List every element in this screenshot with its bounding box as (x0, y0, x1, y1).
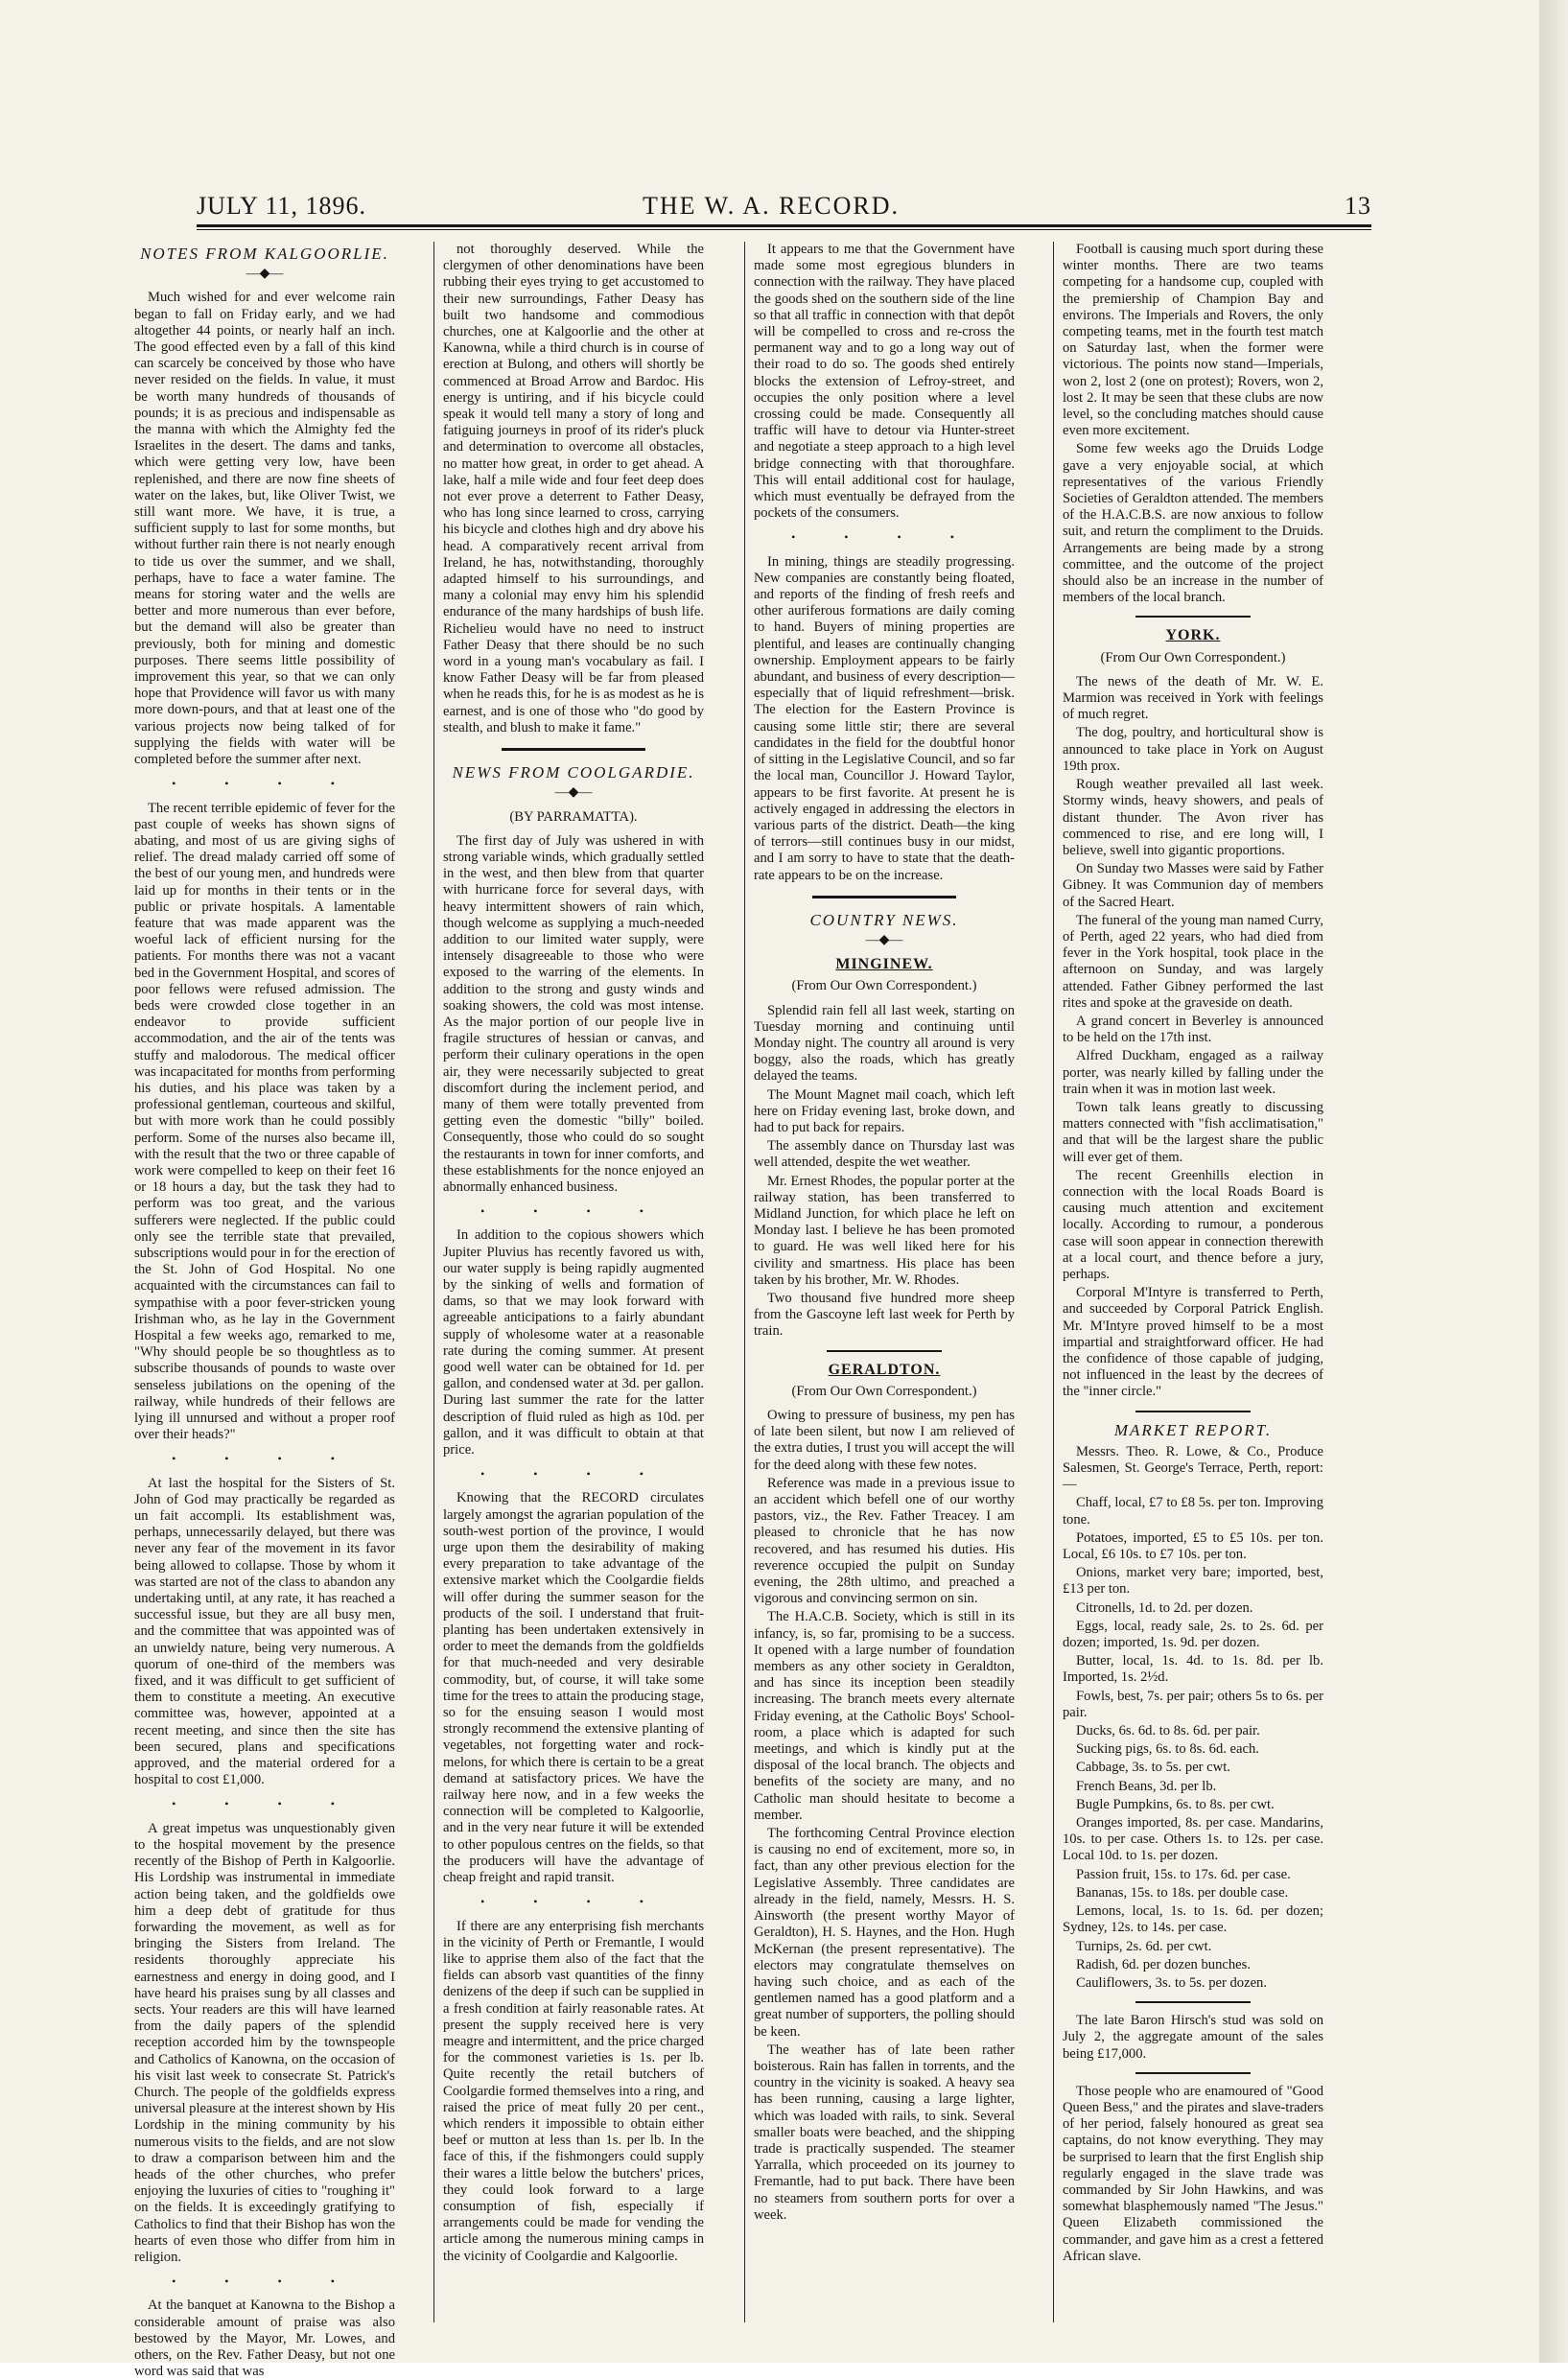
market-item: Butter, local, 1s. 4d. to 1s. 8d. per lb. Imported, 1s. 2½d. (1063, 1653, 1323, 1686)
stars-divider: • • • • (480, 1895, 667, 1909)
ornament: —◆— (246, 267, 284, 282)
ornament: —◆— (865, 932, 903, 947)
article-paragraph: Rough weather prevailed all last week. Stormy winds, heavy showers, and peals of distant thunder. The Avon river has commenced to rise, and ere long will, I believe, swell into gigantic proportions. (1063, 777, 1323, 858)
article-paragraph: The H.A.C.B. Society, which is still in its infancy, is, so far, promising to be a success. It opened with a large number of foundation members as any other society in Geraldton, and has since its inception been steadily increasing. The branch meets every alternate Friday evening, at the Catholic Boys' School-room, a place which is adapted for such meetings, and which is kindly put at the disposal of the local branch. The objects and benefits of the society are many, and no Catholic man should hesitate to become a member. (754, 1609, 1015, 1823)
market-item: Passion fruit, 15s. to 17s. 6d. per case. (1076, 1866, 1291, 1882)
column-rule (1053, 242, 1054, 2322)
article-paragraph: A grand concert in Beverley is announced to be held on the 17th inst. (1063, 1013, 1323, 1046)
byline: (From Our Own Correspondent.) (791, 978, 977, 994)
article-paragraph: On Sunday two Masses were said by Father Gibney. It was Communion day of members of the Sacred Heart. (1063, 861, 1323, 910)
section-rule (812, 896, 956, 898)
stars-divider: • • • • (480, 1467, 667, 1482)
section-rule (1135, 616, 1251, 618)
york-heading: YORK. (1165, 627, 1221, 644)
market-item: Cauliflowers, 3s. to 5s. per dozen. (1076, 1974, 1268, 1991)
market-item: Potatoes, imported, £5 to £5 10s. per ton. Local, £6 10s. to £7 10s. per ton. (1063, 1529, 1323, 1563)
article-paragraph: Knowing that the RECORD circulates largely amongst the agrarian population of the south-west portion of the province, I would urge upon them the desirability of making every preparation to take advantage of the extensive market which the Coolgardie fields will offer during the summer season for the products of the soil. I understand that fruit-planting has been undertaken extensively in order to meet the demands from the goldfields for that much-needed and very desirable commodity, but, of course, it will take some time for the trees to attain the producing stage, so for the ensuing season I would most strongly recommend the extensive planting of vegetables, not forgetting water and rock-melons, for which there is certain to be a great demand at satisfactory prices. We have the railway here now, and in a few weeks the connection will be completed to Kalgoorlie, and in the very near future it will be extended to other populous centres on the fields, so that the producers will have the advantage of cheap freight and rapid transit. (443, 1490, 704, 1886)
market-item: Lemons, local, 1s. to 1s. 6d. per dozen; Sydney, 12s. to 14s. per case. (1063, 1903, 1323, 1936)
masthead-rule-thin (197, 229, 1371, 230)
article-paragraph: The first day of July was ushered in with strong variable winds, which gradually settled in the west, and then blew from that quarter with hurricane force for several days, with heavy intermittent showers of rain which, though welcome as supplying a much-needed addition to our limited water supply, were intensely disagreeable to those who were exposed to the warring of the elements. In addition to the strong and gusty winds and soaking showers, the cold was most intense. As the major portion of our people live in fragile structures of hessian or canvas, and perform their culinary operations in the open air, they were necessarily subjected to great discomfort during the inclement period, and many of them were totally prevented from getting even the domestic "billy" boiled. Consequently, those who could do so sought the restaurants in town for inner comforts, and these establishments for the nonce enjoyed an abnormally enhanced business. (443, 832, 704, 1195)
article-paragraph: The dog, poultry, and horticultural show is announced to take place in York on August 19th prox. (1063, 725, 1323, 774)
page-number: 13 (1345, 192, 1371, 220)
ornament: —◆— (554, 785, 593, 801)
masthead (197, 192, 1371, 222)
article-paragraph: The recent Greenhills election in connection with the local Roads Board is causing much attention and excitement locally. According to rumour, a ponderous case will soon appear in connection therewith at a local court, and thence before a jury, perhaps. (1063, 1167, 1323, 1282)
market-item: Onions, market very bare; imported, best, £13 per ton. (1063, 1565, 1323, 1598)
article-paragraph: The recent terrible epidemic of fever for the past couple of weeks has shown signs of abating, and most of us are giving sighs of relief. The dread malady carried off some of the best of our young men, and hundreds were laid up for months in their tents or in the public or private hospitals. A lamentable feature that was made apparent was the woeful lack of efficient nursing for the patients. For months there was not a vacant bed in the Government Hospital, and scores of poor fellows were refused admission. The beds were crowded close together in an endeavor to provide sufficient accommodation, and the air of the tents was stuffy and malodorous. The medical officer was incapacitated for months from performing his duties, and his place was taken by a professional gentleman, courteous and skilful, but with more work than he could possibly perform. Some of the nurses also became ill, with the result that the two or three capable of work were compelled to keep on their feet 16 or 18 hours a day, but the task they had to perform was too great, and the various sufferers were neglected. If the public could only see the terrible state that prevailed, subscriptions would pour in for the erection of the St. John of God Hospital. No one acquainted with the circumstances can fail to sympathise with a poor fever-stricken young Irishman who, as he lay in the Government Hospital a few weeks ago, remarked to me, "Why should people be so thoughtless as to subscribe thousands of pounds to waste over senseless jubilations on the opening of the railway, while hundreds of their fellows are lying ill unnursed and without a proper roof over their heads?" (134, 800, 395, 1443)
market-item: Citronells, 1d. to 2d. per dozen. (1076, 1599, 1253, 1616)
article-paragraph: Town talk leans greatly to discussing matters connected with "fish acclimatisation," and that will be the largest share the public will ever get of them. (1063, 1099, 1323, 1165)
geraldton-heading: GERALDTON. (828, 1361, 941, 1378)
market-item: Oranges imported, 8s. per case. Mandarins, 10s. to per case. Others 1s. to 12s. per case. Local 10d. to 1s. per dozen. (1063, 1815, 1323, 1864)
market-item: Ducks, 6s. 6d. to 8s. 6d. per pair. (1076, 1723, 1260, 1739)
market-item: Turnips, 2s. 6d. per cwt. (1076, 1938, 1212, 1954)
stars-divider: • • • • (172, 1797, 358, 1811)
byline: (BY PARRAMATTA). (509, 808, 638, 825)
stars-divider: • • • • (172, 777, 358, 791)
article-paragraph: Reference was made in a previous issue to an accident which befell one of our worthy pastors, viz., the Rev. Father Treacey. I am pleased to chronicle that he has now recovered, and has resumed his duties. His reverence occupied the pulpit on Sunday evening, the 28th ultimo, and preached a vigorous and convincing sermon on sin. (754, 1475, 1015, 1607)
column-1 (134, 242, 395, 2380)
minginew-heading: MINGINEW. (835, 956, 933, 973)
page-edge (1539, 0, 1568, 2363)
stars-divider: • • • • (791, 530, 977, 545)
section-rule (827, 1350, 942, 1352)
stars-divider: • • • • (480, 1204, 667, 1219)
market-item: Chaff, local, £7 to £8 5s. per ton. Improving tone. (1063, 1495, 1323, 1528)
article-paragraph: The forthcoming Central Province election is causing no end of excitement, more so, in fact, than any other previous election for the Legislative Assembly. Three candidates are already in the field, namely, Messrs. H. S. Ainsworth (the present worthy Mayor of Geraldton), H. S. Haynes, and the Hon. Hugh McKernan (the present representative). The electors may congratulate themselves on having such choice, and as each of the gentlemen named has a good platform and a great number of supporters, the polling should be keen. (754, 1826, 1015, 2040)
section-rule (502, 748, 645, 751)
column-rule (433, 242, 434, 2322)
market-report-heading: MARKET REPORT. (1113, 1420, 1273, 1439)
article-paragraph: The weather has of late been rather boisterous. Rain has fallen in torrents, and the country in the vicinity is soaked. A heavy sea has been running, causing a large lighter, which was loaded with rails, to sink. Several smaller boats were beached, and the shipping trade is practically suspended. The steamer Yarralla, which proceeded on its journey to Fremantle, had to put back. There have been no steamers from southern ports for over a week. (754, 2042, 1015, 2223)
market-item: Bugle Pumpkins, 6s. to 8s. per cwt. (1076, 1796, 1275, 1812)
market-item: Bananas, 15s. to 18s. per double case. (1076, 1884, 1289, 1901)
country-news-heading: COUNTRY NEWS. (809, 910, 959, 929)
market-item: Eggs, local, ready sale, 2s. to 2s. 6d. per dozen; imported, 1s. 9d. per dozen. (1063, 1618, 1323, 1651)
masthead-rule (197, 224, 1371, 227)
market-intro: Messrs. Theo. R. Lowe, & Co., Produce Salesmen, St. George's Terrace, Perth, report:— (1063, 1443, 1323, 1493)
section-rule (1135, 2001, 1251, 2003)
section-rule (1135, 1411, 1251, 1412)
article-paragraph: Some few weeks ago the Druids Lodge gave a very enjoyable social, at which representatives of the various Friendly Societies of Geraldton attended. The members of the H.A.C.B.S. are now anxious to follow suit, and return the compliment to the Druids. Arrangements are being made by a strong committee, and the outcome of the project should also be an increase in the number of members of the local branch. (1063, 441, 1323, 606)
market-item: Cabbage, 3s. to 5s. per cwt. (1076, 1760, 1230, 1776)
article-paragraph: The Mount Magnet mail coach, which left here on Friday evening last, broke down, and had to put back for repairs. (754, 1086, 1015, 1135)
issue-date: JULY 11, 1896. (197, 192, 367, 220)
article-paragraph: Splendid rain fell all last week, starting on Tuesday morning and continuing until Monday night. The country all around is very boggy, also the roads, which has greatly delayed the teams. (754, 1002, 1015, 1085)
market-item: Sucking pigs, 6s. to 8s. 6d. each. (1076, 1741, 1259, 1758)
article-paragraph: The assembly dance on Thursday last was well attended, despite the wet weather. (754, 1138, 1015, 1171)
article-paragraph: Alfred Duckham, engaged as a railway porter, was nearly killed by falling under the train when it was in motion last week. (1063, 1048, 1323, 1097)
paper-title: THE W. A. RECORD. (643, 192, 901, 220)
column-rule (744, 242, 745, 2322)
byline: (From Our Own Correspondent.) (791, 1383, 977, 1399)
article-paragraph: In addition to the copious showers which Jupiter Pluvius has recently favored us with, our water supply is being rapidly augmented by the sinking of wells and formation of dams, so that we may look forward with agreeable anticipations to a fairly abundant supply of wholesome water at a reasonable rate during the coming summer. At present good well water can be obtained for 1d. per gallon, and condensed water at 3d. per gallon. During last summer the rate for the latter description of fluid ruled as high as 10d. per gallon, and it was difficult to obtain at that price. (443, 1227, 704, 1458)
article-paragraph: The news of the death of Mr. W. E. Marmion was received in York with feelings of much regret. (1063, 673, 1323, 723)
article-paragraph: Owing to pressure of business, my pen has of late been silent, but now I am relieved of the extra duties, I trust you will accept the will for the deed along with these few notes. (754, 1408, 1015, 1473)
section-rule (1135, 2072, 1251, 2074)
market-item: French Beans, 3d. per lb. (1076, 1778, 1217, 1794)
article-paragraph: If there are any enterprising fish merchants in the vicinity of Perth or Fremantle, I would like to apprise them also of the fact that the fields can absorb vast quantities of the finny denizens of the deep if such can be supplied in a fresh condition at fairly reasonable rates. At present the supply received here is very meagre and intermittent, and the price charged for the commonest varieties is 1s. per lb. Quite recently the retail butchers of Coolgardie formed themselves into a ring, and raised the price of meat fully 20 per cent., which renders it impossible to obtain either beef or mutton at less than 1s. per lb. In the face of this, if the fishmongers could supply their wares a little below the butchers' prices, they could look forward to a large consumption of fish, especially if arrangements could be made for vending the article among the numerous mining camps in the vicinity of Coolgardie and Kalgoorlie. (443, 1918, 704, 2264)
article-paragraph: At last the hospital for the Sisters of St. John of God may practically be regarded as un fait accompli. Its establishment was, perhaps, unnecessarily delayed, but there was never any fear of the movement in its favor being allowed to collapse. Those by whom it was started are not of the class to abandon any undertaking until, at any rate, it has reached a successful issue, but they are all busy men, and the committee that was appointed was of an unwieldy nature, being very numerous. A quorum of one-third of the members was fixed, and it was difficult to get sufficient of them to constitute a meeting. An executive committee was, however, appointed at a recent meeting, and since then the site has been secured, plans and specifications approved, and the material ordered for a hospital to cost £1,000. (134, 1475, 395, 1788)
article-paragraph: A great impetus was unquestionably given to the hospital movement by the presence recently of the Bishop of Perth in Kalgoorlie. His Lordship was instrumental in immediate action being taken, and the goldfields owe him a deep debt of gratitude for thus forwarding the movement, as well as for bringing the Sisters from Ireland. The residents thoroughly appreciate his earnestness and energy in doing good, and I have heard his praises sung by all classes and sects. Your readers are this will have learned from the daily papers of the splendid reception accorded him by the townspeople and Catholics of Kanowna, on the occasion of his visit last week to consecrate St. Patrick's Church. The people of the goldfields express universal pleasure at the interest shown by His Lordship in the mining community by his numerous visits to the fields, and are not slow to draw a comparison between him and the heads of the other churches, who prefer enjoying the luxuries of cities to "roughing it" on the fields. It is exceedingly gratifying to Catholics to find that their Bishop has won the hearts of even those who differ from him in religion. (134, 1820, 395, 2265)
stars-divider: • • • • (172, 2275, 358, 2289)
article-paragraph: Mr. Ernest Rhodes, the popular porter at the railway station, has been transferred to Midland Junction, for which place he left on Monday last. I believe he has been promoted to guard. He was well liked here for his civility and smartness. His place has been taken by his brother, Mr. W. Rhodes. (754, 1173, 1015, 1288)
article-paragraph: Football is causing much sport during these winter months. There are two teams competing for a handsome cup, coupled with the premiership of Champion Bay and environs. The Imperials and Rovers, the only competing teams, met in the fourth test match on Saturday last, when the former were victorious. The points now stand—Imperials, won 2, lost 2 (one on protest); Rovers, won 2, lost 2. It may be seen that these clubs are now level, so the concluding matches should cause even more excitement. (1063, 242, 1323, 439)
stars-divider: • • • • (172, 1452, 358, 1466)
column-2 (443, 242, 704, 2322)
market-item: Radish, 6d. per dozen bunches. (1076, 1956, 1251, 1972)
article-paragraph: The funeral of the young man named Curry, of Perth, aged 22 years, who had died from fever in the York hospital, took place in the afternoon on Sunday, and was largely attended. Father Gibney performed the last rites and spoke at the graveside on death. (1063, 912, 1323, 1011)
kalgoorlie-heading: NOTES FROM KALGOORLIE. (140, 245, 389, 263)
article-paragraph: In mining, things are steadily progressing. New companies are constantly being floated, and reports of the finding of fresh reefs and other auriferous formations are daily coming to hand. Buyers of mining properties are plentiful, and leases are continually changing ownership. Employment appears to be fairly abundant, and business of every description—especially that of liquid refreshment—brisk. The election for the Eastern Province is causing some little stir; there are several candidates in the field for the doubtful honor of sitting in the Legislative Council, and so far the local man, Councillor J. Howard Taylor, appears to be first favorite. At present he is actively engaged in addressing the electors in various parts of the district. Death—the king of terrors—still continues busy in our midst, and I am sorry to have to state that the death-rate appears to be on the increase. (754, 553, 1015, 883)
article-paragraph: Those people who are enamoured of "Good Queen Bess," and the pirates and slave-traders of her period, falsely honoured as great sea captains, do not know everything. They may be surprised to learn that the first English ship regularly engaged in the slave trade was commanded by Sir John Hawkins, and was somewhat blasphemously named "The Jesus." Queen Elizabeth commissioned the commander, and gave him as a crest a fettered African slave. (1063, 2083, 1323, 2264)
market-item: Fowls, best, 7s. per pair; others 5s to 6s. per pair. (1063, 1688, 1323, 1720)
column-3 (754, 242, 1015, 2322)
article-paragraph: The late Baron Hirsch's stud was sold on July 2, the aggregate amount of the sales being £17,000. (1063, 2013, 1323, 2062)
article-paragraph: Much wished for and ever welcome rain began to fall on Friday early, and we had altogether 44 points, or nearly half an inch. The good effected even by a fall of this kind can scarcely be conceived by those who have never resided on the fields. In value, it must be worth many hundreds of thousands of pounds; it is as precious and indispensable as the manna with which the Almighty fed the Israelites in the desert. The dams and tanks, which were getting very low, have been replenished, and there are now fine sheets of water on the lakes, but, like Oliver Twist, we still want more. We have, it is true, a sufficient supply to last for some months, but without further rain there is not nearly enough to tide us over the summer, and we shall, perhaps, have to face a water famine. The means for storing water and the wells are better and more numerous than ever before, but the demand will also be greater than previously, both for mining and domestic purposes. There seems little possibility of improvement this year, so that we can only hope that Providence will favor us with many more down-pours, and that at least one of the various projects now being talked of for supplying the fields with water will be completed before the summer after next. (134, 290, 395, 768)
article-paragraph: Two thousand five hundred more sheep from the Gascoyne left last week for Perth by train. (754, 1290, 1015, 1340)
article-paragraph: At the banquet at Kanowna to the Bishop a considerable amount of praise was also bestowed by the Mayor, Mr. Lowes, and others, on the Rev. Father Deasy, but not one word was said that was (134, 2298, 395, 2380)
article-paragraph: It appears to me that the Government have made some most egregious blunders in connection with the railway. They have placed the goods shed on the southern side of the line so that all traffic in connection with that depôt will be compelled to cross and re-cross the permanent way and to go a long way out of their road to do so. The goods shed entirely blocks the extension of Lefroy-street, and occupies the only position where a level crossing could be made. Consequently all traffic will have to detour via Hunter-street and negotiate a steep approach to a high level bridge connecting with that thoroughfare. This will entail additional cost for haulage, which must eventually be defrayed from the pockets of the consumers. (754, 242, 1015, 522)
article-paragraph: Corporal M'Intyre is transferred to Perth, and succeeded by Corporal Patrick English. Mr. M'Intyre proved himself to be a most impartial and straightforward officer. He had the confidence of those capable of judging, not influenced in the least by the decrees of the "inner circle." (1063, 1285, 1323, 1400)
coolgardie-heading: NEWS FROM COOLGARDIE. (452, 763, 695, 782)
column-4 (1063, 242, 1323, 2322)
byline: (From Our Own Correspondent.) (1100, 649, 1286, 665)
article-paragraph: not thoroughly deserved. While the clergymen of other denominations have been rubbing their eyes trying to get accustomed to their new surroundings, Father Deasy has built two handsome and commodious churches, one at Kalgoorlie and the other at Kanowna, while a third church is in course of erection at Bulong, and others will shortly be commenced at Broad Arrow and Bardoc. His energy is untiring, and if his bicycle could speak it would tell many a story of long and fatiguing journeys in proof of its rider's pluck and determination to overcome all obstacles, no matter how great, in order to get ahead. A lake, half a mile wide and four feet deep does not ever prove a deterrent to Father Deasy, who has long since learned to cross, carrying his bicycle and clothes high and dry above his head. A comparatively recent arrival from Ireland, he has, notwithstanding, thoroughly adapted himself to his surroundings, and many a colonial may envy him his splendid endurance of the many hardships of bush life. Richelieu would have no need to instruct Father Deasy that there should be no such word in a young man's vocabulary as fail. I know Father Deasy will be far from pleased when he reads this, for he is as modest as he is earnest, and is one of those who "do good by stealth, and blush to make it fame." (443, 242, 704, 735)
